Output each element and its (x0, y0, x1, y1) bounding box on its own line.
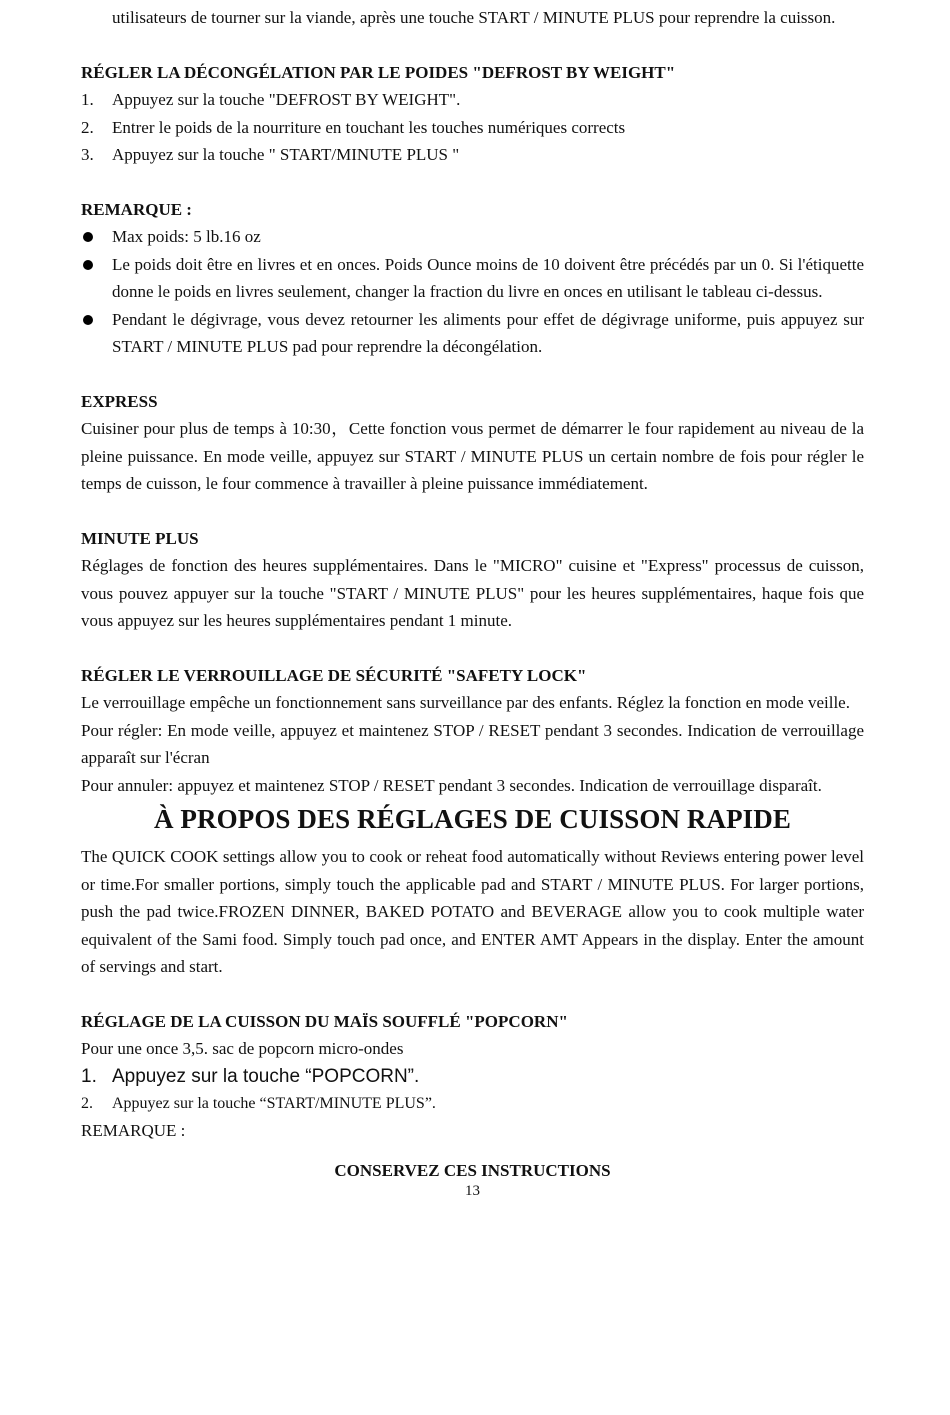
bullet-icon (83, 232, 93, 242)
list-item: 1. Appuyez sur la touche "DEFROST BY WEIGHT". (81, 90, 461, 109)
safety-lock-heading: RÉGLER LE VERROUILLAGE DE SÉCURITÉ "SAFETY LOCK" (81, 665, 587, 685)
safety-lock-cancel: Pour annuler: appuyez et maintenez STOP / RESET pendant 3 secondes. Indication de verrouillage disparaît. (81, 775, 822, 795)
remarque-bullets (81, 223, 864, 361)
list-item: 1. Appuyez sur la touche “POPCORN”. (81, 1065, 420, 1087)
list-item: Pendant le dégivrage, vous devez retourner les aliments pour effet de dégivrage uniforme, puis appuyez sur START / MINUTE PLUS pad pour reprendre la décongélation. (81, 306, 864, 361)
popcorn-remark: REMARQUE : (81, 1120, 186, 1140)
quick-cook-title: À PROPOS DES RÉGLAGES DE CUISSON RAPIDE (153, 804, 791, 834)
list-item: 2. Appuyez sur la touche “START/MINUTE PLUS”. (81, 1094, 436, 1112)
page-number: 13 (465, 1183, 480, 1199)
popcorn-intro: Pour une once 3,5. sac de popcorn micro-ondes (81, 1039, 404, 1058)
remarque-heading: REMARQUE : (81, 199, 192, 219)
minute-plus-heading: MINUTE PLUS (81, 528, 199, 548)
quick-cook-body: The QUICK COOK settings allow you to cook or reheat food automatically without Reviews entering power level or time.For smaller portions, simply touch the applicable pad and START / MINUTE PLUS. For larger portions, push the pad twice.FROZEN DINNER, BAKED POTATO and BEVERAGE allow you to cook multiple water equivalent of the Sami food. Simply touch pad once, and ENTER AMT Appears in the display. Enter the amount of servings and start. (81, 847, 864, 976)
bullet-icon (83, 315, 93, 325)
popcorn-heading: RÉGLAGE DE LA CUISSON DU MAÏS SOUFFLÉ "POPCORN" (81, 1011, 568, 1031)
bullet-icon (83, 260, 93, 270)
express-body: Cuisiner pour plus de temps à 10:30，Cette fonction vous permet de démarrer le four rapidement au niveau de la pleine puissance. En mode veille, appuyez sur START / MINUTE PLUS un certain nombre de fois pour régler le temps de cuisson, le four commence à travailler à pleine puissance immédiatement. (81, 419, 864, 493)
safety-lock-set: Pour régler: En mode veille, appuyez et maintenez STOP / RESET pendant 3 secondes. Indication de verrouillage apparaît sur l'écran (81, 720, 864, 767)
safety-lock-description: Le verrouillage empêche un fonctionnement sans surveillance par des enfants. Réglez la fonction en mode veille. (81, 693, 850, 712)
document-page (81, 4, 864, 1200)
save-instructions: CONSERVEZ CES INSTRUCTIONS (334, 1161, 611, 1180)
list-item: Le poids doit être en livres et en onces. Poids Ounce moins de 10 doivent être précédés par un 0. Si l'étiquette donne le poids en livres seulement, changer la fraction du livre en onces en utilisant le tableau ci-dessus. (81, 251, 864, 306)
express-heading: EXPRESS (81, 391, 158, 411)
minute-plus-body: Réglages de fonction des heures supplémentaires. Dans le "MICRO" cuisine et "Express" processus de cuisson, vous pouvez appuyer sur la touche "START / MINUTE PLUS" pour les heures supplémentaires, haque fois que vous appuyez sur les heures supplémentaires pendant 1 minute. (81, 556, 864, 630)
defrost-heading: RÉGLER LA DÉCONGÉLATION PAR LE POIDES "DEFROST BY WEIGHT" (81, 62, 676, 82)
defrost-steps (81, 86, 864, 169)
list-item: Max poids: 5 lb.16 oz (81, 223, 864, 251)
list-item: 3. Appuyez sur la touche " START/MINUTE PLUS " (81, 145, 460, 164)
intro-continuation: utilisateurs de tourner sur la viande, après une touche START / MINUTE PLUS pour reprendre la cuisson. (112, 8, 836, 27)
popcorn-steps (81, 1063, 864, 1117)
list-item: 2. Entrer le poids de la nourriture en touchant les touches numériques corrects (81, 117, 626, 137)
